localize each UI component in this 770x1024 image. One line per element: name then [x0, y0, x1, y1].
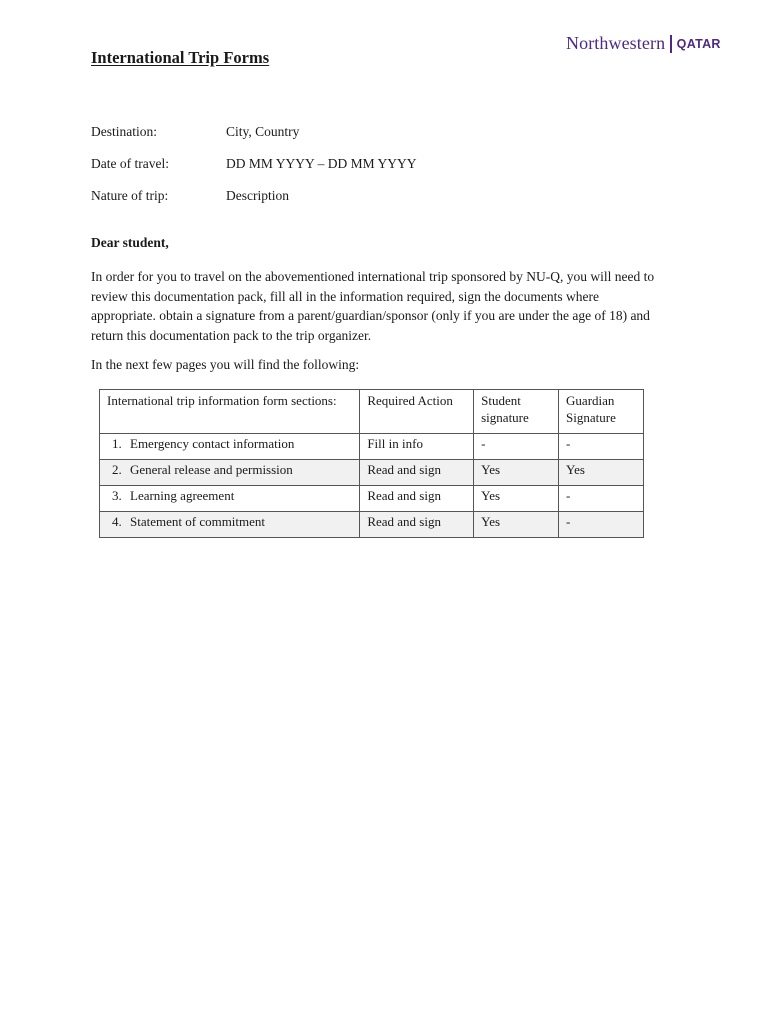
- guardian-signature-cell: -: [559, 512, 644, 538]
- date-of-travel-label: Date of travel:: [91, 156, 169, 171]
- section-cell: [100, 434, 360, 460]
- section-number: 2.: [112, 462, 122, 477]
- section-number: 1.: [112, 436, 122, 451]
- table-row: [100, 486, 644, 512]
- section-cell: [100, 460, 360, 486]
- section-name: Learning agreement: [130, 488, 235, 503]
- guardian-signature-cell: -: [559, 486, 644, 512]
- destination-value: City, Country: [226, 124, 300, 139]
- student-signature-cell: Yes: [474, 512, 559, 538]
- nature-of-trip-row: [91, 188, 289, 204]
- logo-divider: [670, 35, 672, 53]
- page-title: International Trip Forms: [91, 48, 270, 67]
- section-name: General release and permission: [130, 462, 293, 477]
- header-required-action: Required Action: [360, 390, 474, 434]
- section-cell: [100, 512, 360, 538]
- header-student-signature: Student signature: [474, 390, 559, 434]
- northwestern-qatar-logo: [566, 33, 721, 54]
- header-guardian-signature: Guardian Signature: [559, 390, 644, 434]
- section-number: 3.: [112, 488, 122, 503]
- destination-label: Destination:: [91, 124, 157, 139]
- student-signature-cell: -: [474, 434, 559, 460]
- student-signature-cell: Yes: [474, 486, 559, 512]
- nature-of-trip-label: Nature of trip:: [91, 188, 169, 203]
- guardian-signature-cell: -: [559, 434, 644, 460]
- logo-sub-text: QATAR: [676, 36, 721, 51]
- table-row: [100, 512, 644, 538]
- section-cell: [100, 486, 360, 512]
- guardian-signature-cell: Yes: [559, 460, 644, 486]
- action-cell: Read and sign: [360, 486, 474, 512]
- header-sections: International trip information form sections:: [100, 390, 360, 434]
- action-cell: Read and sign: [360, 460, 474, 486]
- table-row: [100, 434, 644, 460]
- lead-in-text: In the next few pages you will find the following:: [91, 357, 360, 372]
- table-row: [100, 460, 644, 486]
- section-name: Emergency contact information: [130, 436, 295, 451]
- logo-main-text: Northwestern: [566, 33, 666, 53]
- date-of-travel-value: DD MM YYYY – DD MM YYYY: [226, 156, 417, 171]
- intro-paragraph: In order for you to travel on the abovementioned international trip sponsored by NU-Q, you will need to review this documentation pack, fill all in the information required, sign the documents where appropriate. obtain a signature from a parent/guardian/sponsor (only if you are under the age of 18) and return this documentation pack to the trip organizer.: [91, 269, 655, 343]
- date-of-travel-row: [91, 156, 417, 172]
- section-name: Statement of commitment: [130, 514, 266, 529]
- student-signature-cell: Yes: [474, 460, 559, 486]
- action-cell: Fill in info: [360, 434, 474, 460]
- greeting: Dear student,: [91, 235, 169, 250]
- form-sections-table: [99, 389, 644, 538]
- action-cell: Read and sign: [360, 512, 474, 538]
- destination-row: [91, 124, 299, 140]
- table-header-row: [100, 390, 644, 434]
- section-number: 4.: [112, 514, 122, 529]
- nature-of-trip-value: Description: [226, 188, 289, 203]
